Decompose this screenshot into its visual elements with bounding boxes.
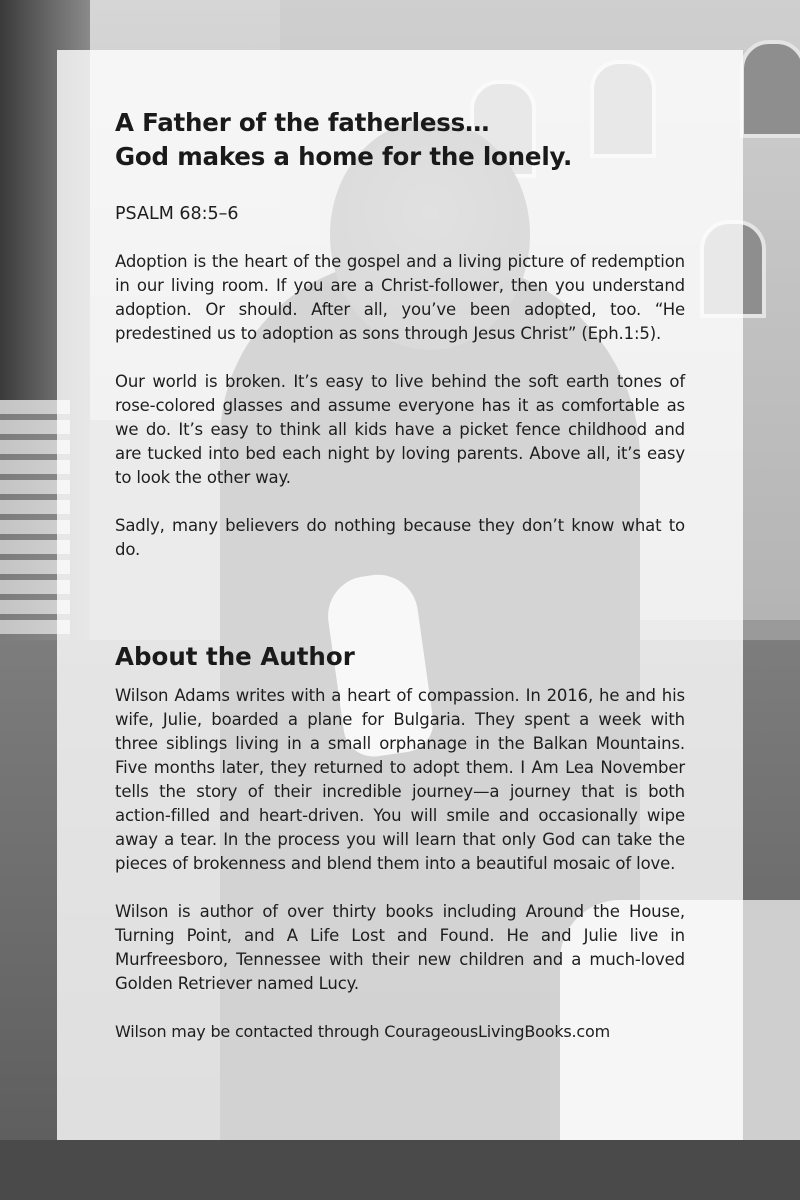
back-cover-content xyxy=(115,106,685,1044)
contact-line: Wilson may be contacted through CourageousLivingBooks.com xyxy=(115,1022,610,1041)
intro-paragraph: Sadly, many believers do nothing because they don’t know what to do. xyxy=(115,516,685,559)
headline-line-1: A Father of the fatherless… xyxy=(115,108,490,137)
verse-reference: PSALM 68:5–6 xyxy=(115,204,239,224)
about-heading: About the Author xyxy=(115,642,355,671)
about-paragraph: Wilson Adams writes with a heart of compassion. In 2016, he and his wife, Julie, boarded a plane for Bulgaria. They spent a week with three siblings living in a small orphanage in the Balkan Mountains. Five months later, they returned to adopt them. I Am Lea November tells the story of their incredible journey—a journey that is both action-filled and heart-driven. You will smile and occasionally wipe away a tear. In the process you will learn that only God can take the pieces of brokenness and blend them into a beautiful mosaic of love. xyxy=(115,686,685,873)
headline xyxy=(115,106,685,174)
intro-paragraph: Our world is broken. It’s easy to live behind the soft earth tones of rose-colored glasses and assume everyone has it as comfortable as we do. It’s easy to think all kids have a picket fence childhood and are tucked into bed each night by loving parents. Above all, it’s easy to look the other way. xyxy=(115,372,685,487)
about-paragraph: Wilson is author of over thirty books including Around the House, Turning Point, and A Life Lost and Found. He and Julie live in Murfreesboro, Tennessee with their new children and a much-loved Golden Retriever named Lucy. xyxy=(115,902,685,993)
intro-paragraph: Adoption is the heart of the gospel and a living picture of redemption in our living room. If you are a Christ-follower, then you understand adoption. Or should. After all, you’ve been adopted, too. “He predestined us to adoption as sons through Jesus Christ” (Eph.1:5). xyxy=(115,252,685,343)
headline-line-2: God makes a home for the lonely. xyxy=(115,142,573,171)
